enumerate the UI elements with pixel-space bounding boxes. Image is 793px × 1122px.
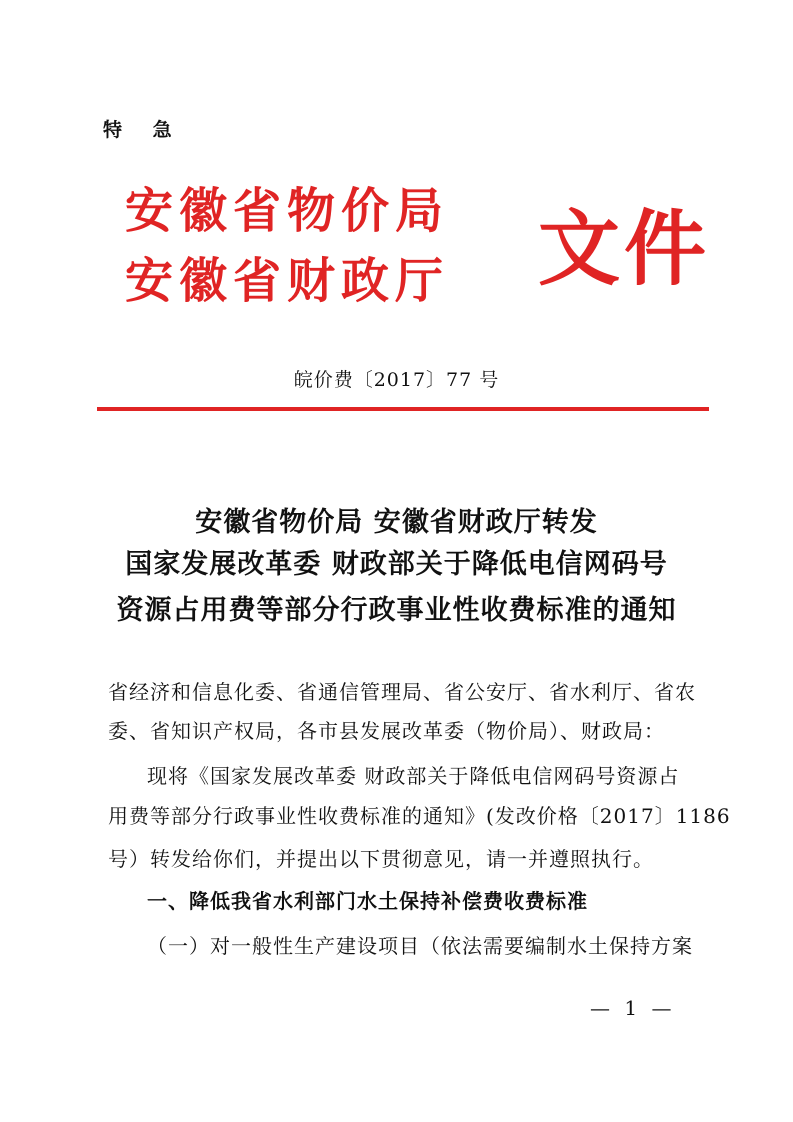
issuer-name-price-bureau: 安徽省物价局 <box>125 183 450 239</box>
subsection-line-1: （一）对一般性生产建设项目（依法需要编制水土保持方案 <box>147 934 693 958</box>
section-heading-1: 一、降低我省水利部门水土保持补偿费收费标准 <box>147 889 588 913</box>
body-paragraph-line-1: 现将《国家发展改革委 财政部关于降低电信网码号资源占 <box>147 764 680 788</box>
recipients-line-1: 省经济和信息化委、省通信管理局、省公安厅、省水利厅、省农 <box>108 680 696 704</box>
document-word: 文件 <box>538 201 711 297</box>
urgency-label: 特 急 <box>103 119 184 141</box>
document-title-line-1: 安徽省物价局 安徽省财政厅转发 <box>195 507 598 538</box>
recipients-line-2: 委、省知识产权局，各市县发展改革委（物价局）、财政局： <box>108 719 665 743</box>
page-number: — 1 — <box>590 996 676 1020</box>
issuer-name-finance-dept: 安徽省财政厅 <box>125 253 450 309</box>
document-number: 皖价费〔2017〕77 号 <box>293 369 500 391</box>
document-title-line-3: 资源占用费等部分行政事业性收费标准的通知 <box>116 595 677 626</box>
body-paragraph-line-2: 用费等部分行政事业性收费标准的通知》(发改价格〔2017〕1186 <box>108 804 731 828</box>
body-paragraph-line-3: 号）转发给你们，并提出以下贯彻意见，请一并遵照执行。 <box>108 847 654 871</box>
red-separator-line <box>97 407 709 411</box>
document-title-line-2: 国家发展改革委 财政部关于降低电信网码号 <box>125 549 668 580</box>
